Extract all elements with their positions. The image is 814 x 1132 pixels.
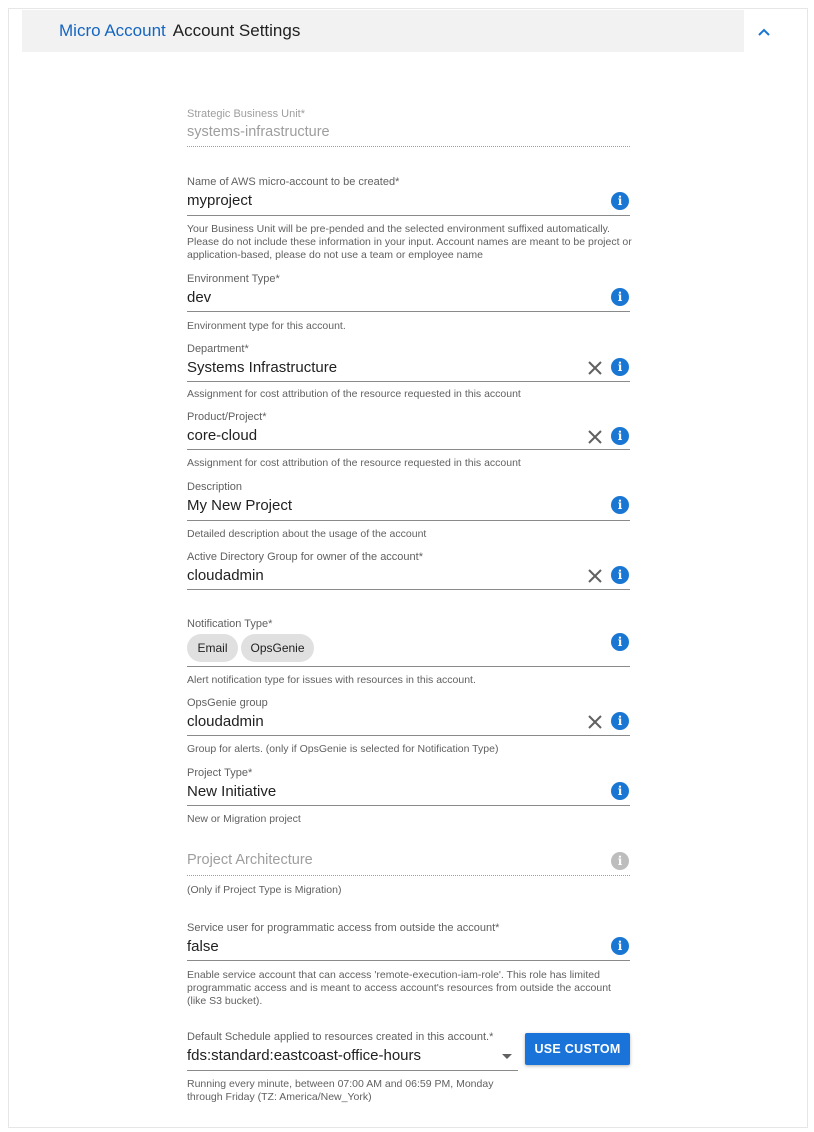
department-label: Department* bbox=[187, 343, 249, 355]
architecture-field bbox=[187, 852, 630, 880]
sbu-field bbox=[187, 108, 630, 150]
project-type-field[interactable] bbox=[187, 767, 630, 809]
product-underline bbox=[187, 449, 630, 450]
notification-underline bbox=[187, 666, 630, 667]
micro-account-link[interactable]: Micro Account bbox=[59, 21, 166, 40]
section-title: Account Settings bbox=[172, 21, 301, 40]
project-type-helper: New or Migration project bbox=[187, 813, 301, 825]
department-underline bbox=[187, 381, 630, 382]
close-icon[interactable] bbox=[587, 568, 603, 584]
opsgenie-underline bbox=[187, 735, 630, 736]
chip-opsgenie[interactable]: OpsGenie bbox=[241, 634, 314, 662]
architecture-placeholder: Project Architecture bbox=[187, 852, 313, 868]
product-helper: Assignment for cost attribution of the resource requested in this account bbox=[187, 457, 521, 469]
ad-group-label: Active Directory Group for owner of the account* bbox=[187, 551, 423, 563]
schedule-underline bbox=[187, 1070, 518, 1071]
section-header bbox=[22, 10, 744, 52]
description-label: Description bbox=[187, 481, 243, 493]
close-icon[interactable] bbox=[587, 360, 603, 376]
schedule-select[interactable]: fds:standard:eastcoast-office-hours bbox=[187, 1047, 422, 1064]
sbu-value: systems-infrastructure bbox=[187, 124, 330, 140]
description-underline bbox=[187, 520, 630, 521]
chevron-up-icon bbox=[757, 27, 771, 37]
environment-input[interactable]: dev bbox=[187, 289, 212, 306]
service-user-input[interactable]: false bbox=[187, 938, 219, 955]
sbu-label: Strategic Business Unit* bbox=[187, 108, 305, 120]
ad-group-underline bbox=[187, 589, 630, 590]
info-icon[interactable]: i bbox=[611, 782, 629, 800]
info-icon[interactable]: i bbox=[611, 633, 629, 651]
info-icon[interactable]: i bbox=[611, 192, 629, 210]
service-user-field[interactable] bbox=[187, 922, 630, 964]
opsgenie-input[interactable]: cloudadmin bbox=[187, 713, 264, 730]
service-user-label: Service user for programmatic access from outside the account* bbox=[187, 922, 500, 934]
schedule-helper: Running every minute, between 07:00 AM and 06:59 PM, Monday through Friday (TZ: America/New_York) bbox=[187, 1078, 494, 1103]
department-input[interactable]: Systems Infrastructure bbox=[187, 359, 338, 376]
notification-label: Notification Type* bbox=[187, 618, 273, 630]
opsgenie-helper: Group for alerts. (only if OpsGenie is selected for Notification Type) bbox=[187, 743, 499, 755]
close-icon[interactable] bbox=[587, 429, 603, 445]
account-name-underline bbox=[187, 215, 630, 216]
service-user-helper: Enable service account that can access 'remote-execution-iam-role'. This role has limited programmatic access and is meant to access account's resources from outside the account (like S3 bucket). bbox=[187, 969, 611, 1007]
project-type-underline bbox=[187, 805, 630, 806]
environment-label: Environment Type* bbox=[187, 273, 280, 285]
info-icon[interactable]: i bbox=[611, 358, 629, 376]
ad-group-input[interactable]: cloudadmin bbox=[187, 567, 264, 584]
account-name-helper: Your Business Unit will be pre-pended and the selected environment suffixed automatically. Please do not include these information in your input. Account names are meant to be project or application-based, please do not use a team or employee name bbox=[187, 223, 632, 261]
notification-chips bbox=[187, 634, 387, 662]
info-icon[interactable]: i bbox=[611, 937, 629, 955]
department-field[interactable] bbox=[187, 343, 630, 385]
product-input[interactable]: core-cloud bbox=[187, 427, 258, 444]
description-helper: Detailed description about the usage of the account bbox=[187, 528, 427, 540]
ad-group-field[interactable] bbox=[187, 551, 630, 593]
use-custom-button[interactable]: USE CUSTOM bbox=[525, 1033, 630, 1065]
schedule-label: Default Schedule applied to resources created in this account.* bbox=[187, 1031, 494, 1043]
close-icon[interactable] bbox=[587, 714, 603, 730]
opsgenie-field[interactable] bbox=[187, 697, 630, 739]
account-name-field[interactable] bbox=[187, 176, 630, 218]
service-user-underline bbox=[187, 960, 630, 961]
schedule-field[interactable] bbox=[187, 1031, 518, 1073]
chip-email[interactable]: Email bbox=[187, 634, 238, 662]
sbu-underline bbox=[187, 146, 630, 147]
architecture-underline bbox=[187, 875, 630, 876]
environment-underline bbox=[187, 311, 630, 312]
environment-field[interactable] bbox=[187, 273, 630, 315]
info-icon[interactable]: i bbox=[611, 712, 629, 730]
caret-down-icon[interactable] bbox=[502, 1054, 512, 1059]
info-icon[interactable]: i bbox=[611, 566, 629, 584]
environment-helper: Environment type for this account. bbox=[187, 320, 346, 332]
collapse-button[interactable] bbox=[752, 20, 776, 44]
account-name-input[interactable]: myproject bbox=[187, 192, 253, 209]
opsgenie-label: OpsGenie group bbox=[187, 697, 268, 709]
project-type-input[interactable]: New Initiative bbox=[187, 783, 277, 800]
notification-helper: Alert notification type for issues with resources in this account. bbox=[187, 674, 476, 686]
info-icon: i bbox=[611, 852, 629, 870]
project-type-label: Project Type* bbox=[187, 767, 253, 779]
product-label: Product/Project* bbox=[187, 411, 267, 423]
info-icon[interactable]: i bbox=[611, 288, 629, 306]
product-field[interactable] bbox=[187, 411, 630, 453]
info-icon[interactable]: i bbox=[611, 496, 629, 514]
description-input[interactable]: My New Project bbox=[187, 497, 293, 514]
account-name-label: Name of AWS micro-account to be created* bbox=[187, 176, 400, 188]
department-helper: Assignment for cost attribution of the resource requested in this account bbox=[187, 388, 521, 400]
info-icon[interactable]: i bbox=[611, 427, 629, 445]
description-field[interactable] bbox=[187, 481, 630, 523]
architecture-helper: (Only if Project Type is Migration) bbox=[187, 884, 342, 896]
